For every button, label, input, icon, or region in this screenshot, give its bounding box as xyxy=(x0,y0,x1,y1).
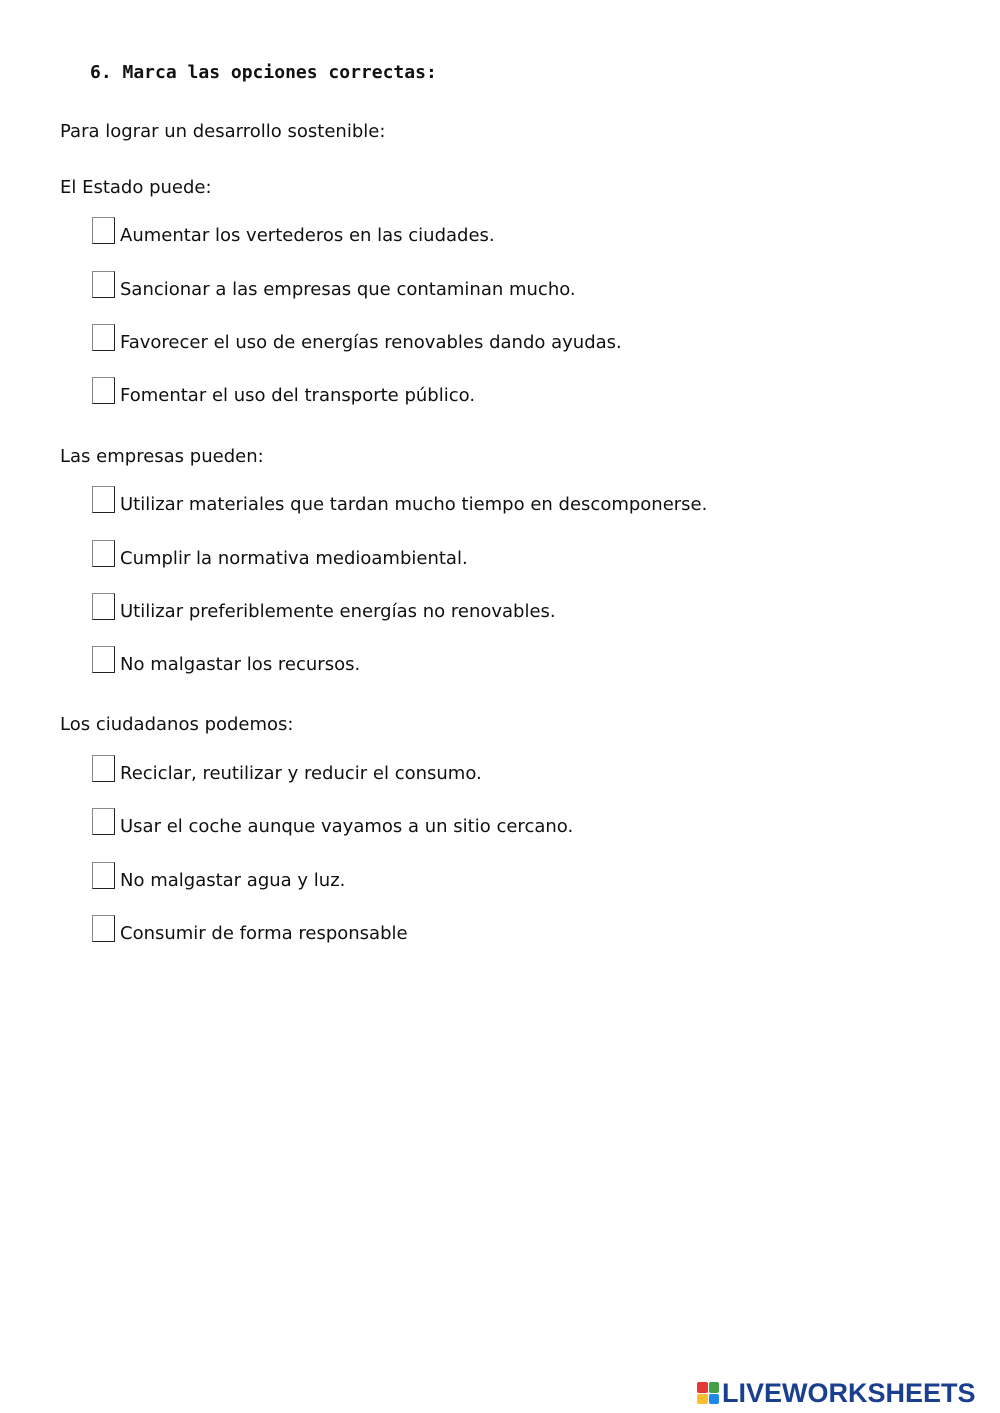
option-item xyxy=(92,270,576,302)
option-label: Usar el coche aunque vayamos a un sitio cercano. xyxy=(120,816,574,837)
logo-tile xyxy=(697,1382,708,1393)
option-checkbox[interactable] xyxy=(92,377,115,404)
option-label: No malgastar agua y luz. xyxy=(120,870,346,891)
section-heading-ciudadanos: Los ciudadanos podemos: xyxy=(60,714,294,735)
section-heading-empresas: Las empresas pueden: xyxy=(60,446,264,467)
option-item xyxy=(92,807,573,839)
liveworksheets-logo-icon xyxy=(697,1382,719,1404)
option-item xyxy=(92,861,345,893)
brand-name: LIVEWORKSHEETS xyxy=(722,1377,976,1408)
option-item xyxy=(92,539,468,571)
option-checkbox[interactable] xyxy=(92,217,115,244)
option-item xyxy=(92,323,622,355)
option-label: Utilizar materiales que tardan mucho tiempo en descomponerse. xyxy=(120,494,708,515)
option-checkbox[interactable] xyxy=(92,755,115,782)
option-checkbox[interactable] xyxy=(92,808,115,835)
option-label: Fomentar el uso del transporte público. xyxy=(120,385,476,406)
exercise-title: 6. Marca las opciones correctas: xyxy=(90,62,437,83)
option-checkbox[interactable] xyxy=(92,593,115,620)
logo-tile xyxy=(709,1394,720,1405)
option-item xyxy=(92,216,495,248)
option-label: Cumplir la normativa medioambiental. xyxy=(120,548,468,569)
liveworksheets-brand xyxy=(697,1378,976,1408)
option-checkbox[interactable] xyxy=(92,486,115,513)
option-item xyxy=(92,376,475,408)
option-label: Sancionar a las empresas que contaminan mucho. xyxy=(120,279,576,300)
option-label: No malgastar los recursos. xyxy=(120,654,361,675)
option-item xyxy=(92,754,482,786)
intro-text: Para lograr un desarrollo sostenible: xyxy=(60,121,386,142)
option-item xyxy=(92,592,556,624)
option-item xyxy=(92,485,707,517)
option-item xyxy=(92,645,360,677)
logo-tile xyxy=(709,1382,720,1393)
option-label: Consumir de forma responsable xyxy=(120,923,408,944)
option-label: Utilizar preferiblemente energías no renovables. xyxy=(120,601,556,622)
option-label: Reciclar, reutilizar y reducir el consumo. xyxy=(120,763,482,784)
option-checkbox[interactable] xyxy=(92,324,115,351)
option-item xyxy=(92,914,408,946)
option-checkbox[interactable] xyxy=(92,271,115,298)
option-checkbox[interactable] xyxy=(92,862,115,889)
option-label: Aumentar los vertederos en las ciudades. xyxy=(120,225,495,246)
option-checkbox[interactable] xyxy=(92,540,115,567)
option-label: Favorecer el uso de energías renovables dando ayudas. xyxy=(120,332,622,353)
option-checkbox[interactable] xyxy=(92,915,115,942)
logo-tile xyxy=(697,1394,708,1405)
option-checkbox[interactable] xyxy=(92,646,115,673)
section-heading-estado: El Estado puede: xyxy=(60,177,212,198)
